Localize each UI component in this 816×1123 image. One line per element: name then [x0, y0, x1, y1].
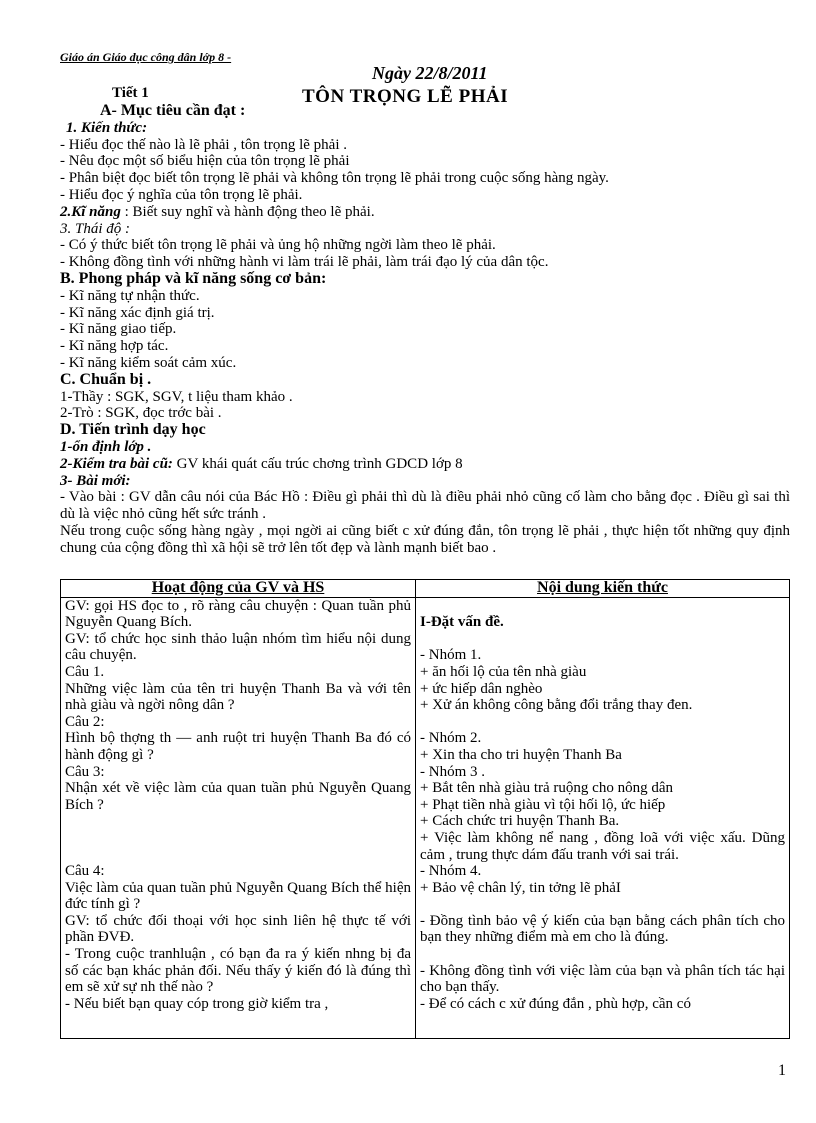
table-row	[61, 597, 790, 1038]
blank-line	[420, 946, 785, 963]
b-item: - Kĩ năng tự nhận thức.	[60, 287, 200, 304]
b-item: - Kĩ năng giao tiếp.	[60, 321, 177, 338]
a1-item: - Nêu đọc một số biểu hiện của tôn trọng lẽ phải	[60, 153, 350, 170]
activity-line: GV: tổ chức đối thoại với học sinh liên hệ thực tế với phần ĐVĐ.	[65, 912, 411, 946]
table-header-row	[61, 580, 790, 598]
section-d2-title: 2-Kiểm tra bài cũ:	[60, 455, 173, 472]
activities-cell	[61, 597, 416, 1038]
page-number: 1	[778, 1062, 786, 1079]
a1-item: - Hiểu đọc ý nghĩa của tôn trọng lẽ phải.	[60, 186, 303, 203]
lesson-date: Ngày 22/8/2011	[372, 63, 488, 83]
content-cell	[416, 597, 790, 1038]
content-line: - Đồng tình bảo vệ ý kiến của bạn bằng cách phân tích cho bạn they những điểm mà em cho là đúng.	[420, 912, 785, 946]
document-header: Giáo án Giáo dục công dân lớp 8 -	[60, 50, 232, 64]
a3-item: - Không đồng tình với những hành vi làm trái lẽ phải, làm trái đạo lý của dân tộc.	[60, 254, 549, 271]
section-a1-title: 1. Kiến thức:	[66, 119, 148, 136]
b-item: - Kĩ năng kiểm soát cảm xúc.	[60, 354, 237, 371]
content-heading: I-Đặt vấn đề.	[420, 614, 504, 631]
activity-line: - Trong cuộc tranhluận , có bạn đa ra ý kiến nhng bị đa số các bạn khác phản đối. Nếu thấy ý kiến đó là đúng thì em sẽ xử sự nh thế nào ?	[65, 946, 411, 996]
content-line: - Nhóm 4.	[420, 863, 482, 880]
content-line: + Bảo vệ chân lý, tin tởng lẽ phảI	[420, 879, 621, 896]
lesson-number: Tiết 1	[112, 85, 149, 101]
activity-line: GV: gọi HS đọc to , rõ ràng câu chuyện : Quan tuần phủ Nguyễn Quang Bích.	[65, 597, 411, 631]
blank-line	[65, 847, 411, 864]
activity-line: Việc làm của quan tuần phủ Nguyễn Quang Bích thể hiện đức tính gì ?	[65, 879, 411, 913]
content-line: - Nhóm 2.	[420, 730, 482, 747]
activity-line: Hình bộ thợng th — anh ruột tri huyện Thanh Ba đó có hành động gì ?	[65, 730, 411, 763]
intro-paragraph-1: - Vào bài : GV dẫn câu nói của Bác Hồ : Điều gì phải thì dù là điều phải nhỏ cũng cố làm cho bằng đọc . Điều gì sai thì dù là việc nhỏ cũng hết sức tránh .	[60, 489, 790, 523]
activity-line: - Nếu biết bạn quay cóp trong giờ kiểm tra ,	[65, 995, 329, 1012]
section-d2	[60, 456, 790, 473]
content-line: + Cách chức tri huyện Thanh Ba.	[420, 813, 620, 830]
content-line: - Nhóm 1.	[420, 647, 482, 664]
intro-paragraph-2: Nếu trong cuộc sống hàng ngày , mọi ngời ai cũng biết c xử đúng đắn, tôn trọng lẽ phải , thực hiện tốt những quy định chung của cộng đồng thì xã hội sẽ trở lên tốt đẹp và lành mạnh biết bao .	[60, 522, 790, 556]
content-line: + ức hiếp dân nghèo	[420, 680, 543, 697]
blank-line	[420, 714, 785, 731]
content-line: + Bắt tên nhà giàu trả ruộng cho nông dân	[420, 780, 673, 797]
activity-line: Câu 4:	[65, 863, 105, 880]
section-d1-title: 1-ổn định lớp .	[60, 438, 152, 455]
b-item: - Kĩ năng hợp tác.	[60, 338, 169, 355]
c-item: 2-Trò : SGK, đọc trớc bài .	[60, 405, 222, 422]
b-item: - Kĩ năng xác định giá trị.	[60, 304, 215, 321]
blank-line	[420, 896, 785, 913]
content-line: + ăn hối lộ của tên nhà giàu	[420, 663, 587, 680]
section-d-title: D. Tiến trình dạy học	[60, 421, 206, 439]
a1-item: - Phân biệt đọc biết tôn trọng lẽ phải và không tôn trọng lẽ phải trong cuộc sống hàng ngày.	[60, 170, 609, 187]
section-c-title: C. Chuẩn bị .	[60, 370, 152, 388]
a3-item: - Có ý thức biết tôn trọng lẽ phải và ủng hộ những ngời làm theo lẽ phải.	[60, 237, 496, 254]
activity-line: Câu 2:	[65, 713, 105, 730]
section-d2-text: GV khái quát cấu trúc chơng trình GDCD lớp 8	[172, 455, 463, 472]
blank-line	[65, 830, 411, 847]
content-line: + Xử án không công bằng đổi trắng thay đen.	[420, 697, 693, 714]
section-a2-title: 2.Kĩ năng	[60, 203, 121, 220]
section-a2	[60, 204, 790, 221]
section-b-title: B. Phong pháp và kĩ năng sống cơ bản:	[60, 269, 327, 287]
blank-line	[420, 631, 785, 648]
column-header-content: Nội dung kiến thức	[416, 580, 790, 598]
activity-line: GV: tổ chức học sinh thảo luận nhóm tìm hiểu nội dung câu chuyện.	[65, 630, 411, 664]
content-line: + Xin tha cho tri huyện Thanh Ba	[420, 746, 622, 763]
activity-line: Những việc làm của tên tri huyện Thanh Ba và với tên nhà giàu và ngời nông dân ?	[65, 680, 411, 714]
content-line: - Để có cách c xử đúng đắn , phù hợp, cần có	[420, 995, 691, 1012]
lesson-title: TÔN TRỌNG LẼ PHẢI	[302, 86, 509, 107]
content-line: + Việc làm không nể nang , đồng loã với việc xấu. Dũng cảm , trung thực dám đấu tranh với sai trái.	[420, 829, 785, 863]
activity-line: Câu 3:	[65, 763, 105, 780]
blank-line	[420, 598, 785, 615]
content-line: + Phạt tiền nhà giàu vì tội hối lộ, ức hiếp	[420, 796, 666, 813]
c-item: 1-Thầy : SGK, SGV, t liệu tham khảo .	[60, 388, 293, 405]
column-header-activities: Hoạt động của GV và HS	[61, 580, 416, 598]
content-line: - Không đồng tình với việc làm của bạn và phân tích tác hại cho bạn thấy.	[420, 962, 785, 996]
a1-item: - Hiểu đọc thế nào là lẽ phải , tôn trọng lẽ phải .	[60, 136, 347, 153]
content-line: - Nhóm 3 .	[420, 763, 485, 780]
section-d3-title: 3- Bài mới:	[60, 472, 131, 489]
lesson-body	[60, 103, 790, 557]
section-a-title: A- Mục tiêu cần đạt :	[100, 102, 246, 119]
blank-line	[65, 813, 411, 830]
activity-line: Câu 1.	[65, 663, 105, 680]
activity-line: Nhận xét về việc làm của quan tuần phủ Nguyễn Quang Bích ?	[65, 780, 411, 813]
activity-table	[60, 579, 790, 1039]
section-a2-text: : Biết suy nghĩ và hành động theo lẽ phải.	[120, 203, 375, 220]
section-a3-title: 3. Thái độ :	[60, 220, 131, 237]
